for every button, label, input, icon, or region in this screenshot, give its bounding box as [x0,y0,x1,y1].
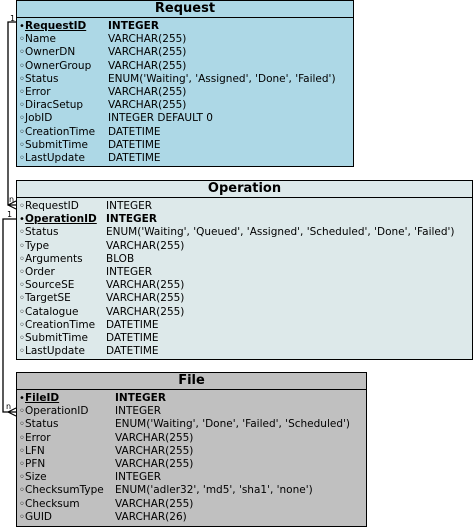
column-row[interactable] [17,498,366,511]
column-icon: ◦ [19,73,25,85]
column-type: DATETIME [108,125,161,138]
column-name: SourceSE [25,279,75,292]
column-icon: ◦ [19,306,25,318]
table-title-request: Request [17,1,353,18]
column-icon: ◦ [19,458,25,470]
column-row[interactable] [17,484,366,497]
column-row[interactable] [17,306,472,319]
column-name: LFN [25,444,45,457]
column-icon: ◦ [19,126,25,138]
column-name: PFN [25,457,46,470]
column-type: VARCHAR(255) [106,279,185,292]
column-name: DiracSetup [25,99,84,112]
primary-key-icon: • [19,393,25,404]
column-type: VARCHAR(255) [108,46,187,59]
column-row[interactable] [17,279,472,292]
column-icon: ◦ [19,100,25,112]
column-icon: ◦ [19,346,25,358]
column-type: INTEGER [108,20,159,32]
column-row[interactable] [17,139,353,152]
column-type: ENUM('adler32', 'md5', 'sha1', 'none') [115,484,313,497]
column-icon: ◦ [19,86,25,98]
column-name: FileID [25,392,60,404]
column-name: OwnerDN [25,46,76,59]
column-name: OwnerGroup [25,59,92,72]
card-operation-one: 1 [7,210,13,219]
column-icon: ◦ [19,445,25,457]
column-type: DATETIME [106,318,159,331]
column-name: LastUpdate [25,151,85,164]
column-type: INTEGER DEFAULT 0 [108,112,213,125]
column-type: VARCHAR(255) [106,292,185,305]
table-rows-file [17,390,366,524]
column-type: DATETIME [108,138,161,151]
column-type: ENUM('Waiting', 'Queued', 'Assigned', 'Scheduled', 'Done', 'Failed') [106,226,455,239]
column-row[interactable] [17,33,353,46]
column-name: Name [25,33,56,46]
card-request-one: 1 [10,14,16,23]
column-row[interactable] [17,471,366,484]
column-icon: ◦ [19,227,25,239]
column-icon: ◦ [19,113,25,125]
column-row[interactable] [17,511,366,524]
column-type: VARCHAR(255) [115,431,194,444]
column-name: SubmitTime [25,331,88,344]
column-type: VARCHAR(255) [106,239,185,252]
column-name: Status [25,418,59,431]
table-file[interactable] [16,372,367,527]
column-type: VARCHAR(255) [106,305,185,318]
column-type: INTEGER [115,392,166,404]
column-icon: ◦ [19,253,25,265]
column-row[interactable] [17,213,472,226]
column-name: OperationID [25,405,89,418]
relation-request-operation-line [8,22,16,205]
column-name: JobID [25,112,53,125]
column-icon: ◦ [19,47,25,59]
column-type: VARCHAR(255) [108,85,187,98]
column-type: VARCHAR(255) [108,33,187,46]
column-row[interactable] [17,266,472,279]
column-name: OperationID [25,213,97,226]
column-name: CreationTime [25,318,96,331]
column-name: Status [25,72,59,85]
column-name: Error [25,85,51,98]
column-row[interactable] [17,200,472,213]
table-title-operation: Operation [17,181,472,198]
column-name: RequestID [25,20,87,32]
column-type: INTEGER [106,213,157,226]
column-name: Catalogue [25,305,79,318]
column-icon: ◦ [19,139,25,151]
column-name: LastUpdate [25,345,85,358]
column-name: Arguments [25,252,83,265]
column-row[interactable] [17,319,472,332]
column-icon: ◦ [19,240,25,252]
column-row[interactable] [17,292,472,305]
column-icon: ◦ [19,432,25,444]
column-type: VARCHAR(26) [115,510,187,523]
column-type: ENUM('Waiting', 'Assigned', 'Done', 'Failed') [108,72,336,85]
relation-operation-file-line [3,219,16,412]
table-title-file: File [17,373,366,390]
column-name: Type [25,239,50,252]
table-operation[interactable] [16,180,473,360]
column-row[interactable] [17,226,472,239]
column-type: INTEGER [106,200,153,212]
column-name: RequestID [25,200,79,212]
column-type: BLOB [106,252,135,265]
card-file-many: n [6,402,12,411]
column-type: INTEGER [115,471,162,484]
column-name: Status [25,226,59,239]
column-icon: ◦ [19,34,25,46]
column-icon: ◦ [19,280,25,292]
column-row[interactable] [17,405,366,418]
column-name: TargetSE [25,292,71,305]
column-icon: ◦ [19,406,25,418]
column-icon: ◦ [19,60,25,72]
column-name: ChecksumType [25,484,104,497]
column-icon: ◦ [19,498,25,510]
column-type: INTEGER [106,265,153,278]
column-row[interactable] [17,345,472,358]
column-row[interactable] [17,253,472,266]
table-rows-operation [17,198,472,358]
card-operation-many: n [9,195,15,204]
column-name: Error [25,431,51,444]
column-type: INTEGER [115,405,162,418]
column-row[interactable] [17,86,353,99]
column-row[interactable] [17,46,353,59]
column-row[interactable] [17,126,353,139]
column-row[interactable] [17,112,353,125]
column-icon: ◦ [19,152,25,164]
column-icon: ◦ [19,319,25,331]
column-icon: ◦ [19,293,25,305]
table-request[interactable] [16,0,354,167]
column-name: Checksum [25,497,80,510]
column-row[interactable] [17,240,472,253]
column-icon: ◦ [19,332,25,344]
column-row[interactable] [17,458,366,471]
column-icon: ◦ [19,511,25,523]
column-type: VARCHAR(255) [108,99,187,112]
primary-key-icon: • [19,21,25,32]
table-rows-request [17,18,353,165]
column-row[interactable] [17,20,353,33]
column-row[interactable] [17,418,366,431]
column-name: GUID [25,510,53,523]
column-type: DATETIME [108,151,161,164]
column-row[interactable] [17,332,472,345]
column-row[interactable] [17,432,366,445]
column-type: DATETIME [106,331,159,344]
column-icon: ◦ [19,201,25,212]
column-type: VARCHAR(255) [108,59,187,72]
column-icon: ◦ [19,266,25,278]
column-icon: ◦ [19,472,25,484]
column-name: Size [25,471,47,484]
column-type: VARCHAR(255) [115,444,194,457]
column-row[interactable] [17,99,353,112]
column-row[interactable] [17,73,353,86]
column-type: DATETIME [106,345,159,358]
column-name: Order [25,265,55,278]
column-type: VARCHAR(255) [115,457,194,470]
column-icon: ◦ [19,485,25,497]
column-type: VARCHAR(255) [115,497,194,510]
column-row[interactable] [17,445,366,458]
column-name: CreationTime [25,125,96,138]
column-row[interactable] [17,392,366,405]
column-type: ENUM('Waiting', 'Done', 'Failed', 'Scheduled') [115,418,350,431]
column-row[interactable] [17,152,353,165]
primary-key-icon: • [19,214,25,226]
column-name: SubmitTime [25,138,88,151]
column-row[interactable] [17,60,353,73]
column-icon: ◦ [19,419,25,431]
